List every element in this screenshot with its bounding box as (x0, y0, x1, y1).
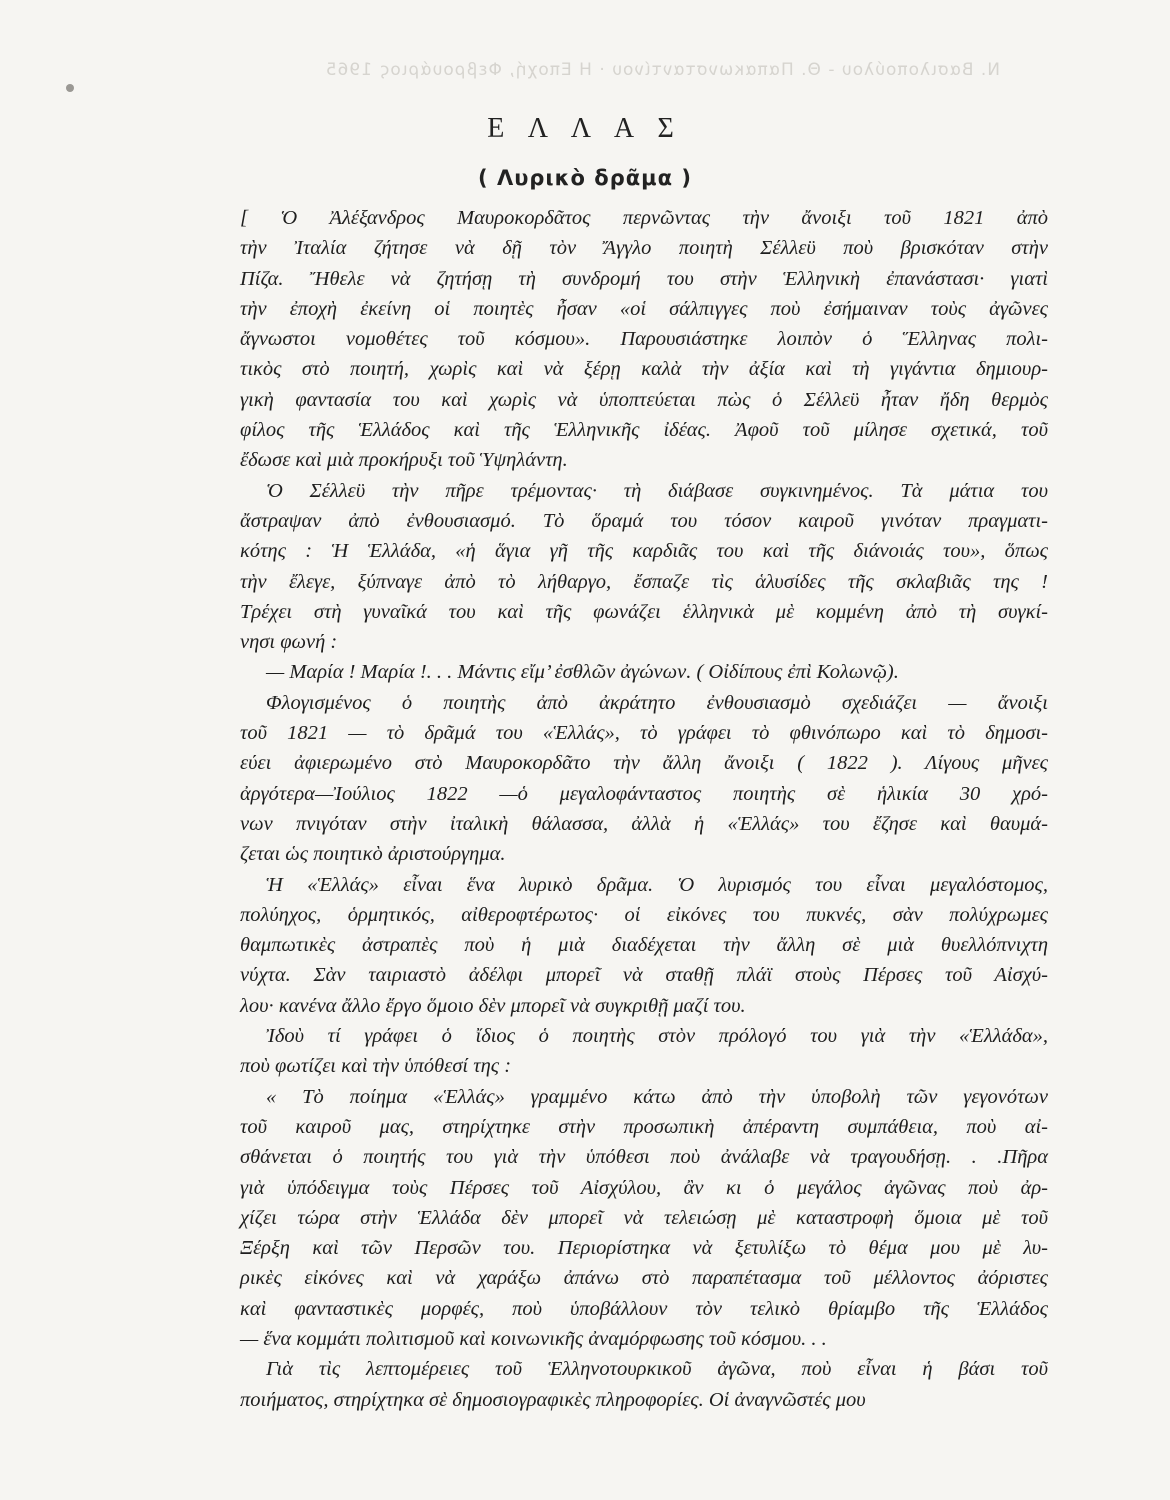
text-line: νων πνιγόταν στὴν ἰταλικὴ θάλασσα, ἀλλὰ ἡ «Ἑλλάς» του ἔζησε καὶ θαυμά- (240, 812, 1048, 835)
body-text (240, 203, 1048, 1415)
text-line: Πίζα. Ἤθελε νὰ ζητήσῃ τὴ συνδρομή του στὴν Ἑλληνικὴ ἐπανάστασι· γιατὶ (240, 267, 1048, 290)
text-line: ρικὲς εἰκόνες καὶ νὰ χαράξω ἀπάνω στὸ παραπέτασμα τοῦ μέλλοντος ἀόριστες (240, 1267, 1048, 1290)
text-line: Φλογισμένος ὁ ποιητὴς ἀπὸ ἀκράτητο ἐνθουσιασμὸ σχεδιάζει — ἄνοιξι (266, 691, 1048, 714)
text-line: γιὰ ὑπόδειγμα τοὺς Πέρσες τοῦ Αἰσχύλου, ἂν κι ὁ μεγάλος ἀγῶνας ποὺ ἀρ- (240, 1176, 1048, 1199)
text-line: νύχτα. Σὰν ταιριαστὸ ἀδέλφι μπορεῖ νὰ σταθῇ πλάϊ στοὺς Πέρσες τοῦ Αἰσχύ- (240, 964, 1048, 987)
text-line: ἔδωσε καὶ μιὰ προκήρυξι τοῦ Ὑψηλάντη. (240, 449, 568, 472)
text-line: σθάνεται ὁ ποιητής του γιὰ τὴν ὑπόθεσι ποὺ ἀνάλαβε νὰ τραγουδήσῃ. . .Πῆρα (240, 1146, 1048, 1169)
text-line: τοῦ καιροῦ μας, στηρίχτηκε στὴν προσωπικὴ ἀπέραντη συμπάθεια, ποὺ αἰ- (240, 1115, 1048, 1138)
text-line: [ Ὁ Ἀλέξανδρος Μαυροκορδᾶτος περνῶντας τὴν ἄνοιξι τοῦ 1821 ἀπὸ (240, 207, 1048, 229)
text-line: ποὺ φωτίζει καὶ τὴν ὑπόθεσί της : (240, 1055, 512, 1078)
text-line: νησι φωνή : (240, 631, 338, 654)
text-line: τὴν ἔλεγε, ξύπναγε ἀπὸ τὸ λήθαργο, ἔσπαζε τὶς ἁλυσίδες τῆς σκλαβιᾶς της ! (240, 570, 1048, 593)
page-title: Ε Λ Λ Α Σ (487, 113, 683, 144)
text-line: καὶ φανταστικὲς μορφές, ποὺ ὑποβάλλουν τὸν τελικὸ θρίαμβο τῆς Ἑλλάδος (240, 1297, 1048, 1320)
text-line: ἄγνωστοι νομοθέτες τοῦ κόσμου». Παρουσιάστηκε λοιπὸν ὁ Ἕλληνας πολι- (240, 328, 1048, 351)
text-line: τοῦ 1821 — τὸ δρᾶμά του «Ἑλλάς», τὸ γράφει τὸ φθινόπωρο καὶ τὸ δημοσι- (240, 722, 1048, 745)
text-line: Ἰδοὺ τί γράφει ὁ ἴδιος ὁ ποιητὴς στὸν πρόλογό του γιὰ τὴν «Ἑλλάδα», (266, 1025, 1048, 1048)
text-line: εύει ἀφιερωμένο στὸ Μαυροκορδᾶτο τὴν ἄλλη ἄνοιξι ( 1822 ). Λίγους μῆνες (240, 752, 1048, 775)
text-line: Τρέχει στὴ γυναῖκά του καὶ τῆς φωνάζει ἑλληνικὰ μὲ κομμένη ἀπὸ τὴ συγκί- (240, 600, 1048, 623)
text-line: ἄστραψαν ἀπὸ ἐνθουσιασμό. Τὸ ὅραμά του τόσον καιροῦ γινόταν πραγματι- (240, 509, 1048, 532)
text-line: τὴν ἐποχὴ ἐκείνη οἱ ποιητὲς ἦσαν «οἱ σάλπιγγες ποὺ ἐσήμαιναν τοὺς ἀγῶνες (240, 297, 1048, 320)
text-line: Ἡ «Ἑλλάς» εἶναι ἕνα λυρικὸ δρᾶμα. Ὁ λυρισμός του εἶναι μεγαλόστομος, (266, 873, 1048, 896)
text-line: λου· κανένα ἄλλο ἔργο ὅμοιο δὲν μπορεῖ νὰ συγκριθῇ μαζί του. (240, 994, 746, 1017)
text-line: τὴν Ἰταλία ζήτησε νὰ δῇ τὸν Ἄγγλο ποιητὴ Σέλλεϋ ποὺ βρισκόταν στὴν (240, 237, 1048, 260)
page-subtitle: ( Λυρικὸ δρᾶμα ) (478, 166, 692, 190)
text-line: ζεται ὡς ποιητικὸ ἀριστούργημα. (240, 843, 506, 866)
text-line: — ἕνα κομμάτι πολιτισμοῦ καὶ κοινωνικῆς ἀναμόρφωσης τοῦ κόσμου. . . (240, 1327, 827, 1350)
bleed-through-header: Ν. Βασιλοπούλου - Θ. Παπακωνσταντίνου · Η Εποχή, Φεβρουάριος 1965 (324, 60, 1000, 80)
text-line: — Μαρία ! Μαρία !. . . Μάντις εἴμ’ ἐσθλῶν ἀγώνων. ( Οἰδίπους ἐπὶ Κολωνῷ). (266, 661, 899, 684)
ink-speck (66, 84, 74, 92)
text-line: ποιήματος, στηρίχτηκα σὲ δημοσιογραφικὲς πληροφορίες. Οἱ ἀναγνῶστές μου (240, 1388, 866, 1411)
text-line: Ὁ Σέλλεϋ τὴν πῆρε τρέμοντας· τὴ διάβασε συγκινημένος. Τὰ μάτια του (266, 479, 1048, 502)
text-line: « Τὸ ποίημα «Ἑλλάς» γραμμένο κάτω ἀπὸ τὴν ὑποβολὴ τῶν γεγονότων (266, 1085, 1048, 1108)
text-line: φίλος τῆς Ἑλλάδος καὶ τῆς Ἑλληνικῆς ἰδέας. Ἀφοῦ τοῦ μίλησε σχετικά, τοῦ (240, 419, 1048, 442)
text-line: κότης : Ἡ Ἑλλάδα, «ἡ ἅγια γῆ τῆς καρδιᾶς του καὶ τῆς διάνοιάς του», ὅπως (240, 540, 1048, 563)
text-line: τικὸς στὸ ποιητή, χωρὶς καὶ νὰ ξέρῃ καλὰ τὴν ἀξία καὶ τὴ γιγάντια δημιουρ- (240, 358, 1048, 381)
text-line: πολύηχος, ὁρμητικός, αἰθεροφτέρωτος· οἱ εἰκόνες του πυκνές, σὰν πολύχρωμες (240, 903, 1048, 926)
text-line: ἀργότερα—Ἰούλιος 1822 —ὁ μεγαλοφάνταστος ποιητὴς σὲ ἡλικία 30 χρό- (240, 782, 1048, 805)
text-line: Γιὰ τὶς λεπτομέρειες τοῦ Ἑλληνοτουρκικοῦ ἀγῶνα, ποὺ εἶναι ἡ βάσι τοῦ (266, 1358, 1048, 1381)
text-line: γικὴ φαντασία του καὶ χωρὶς νὰ ὑποπτεύεται πὼς ὁ Σέλλεϋ ἦταν ἤδη θερμὸς (240, 388, 1048, 411)
text-line: θαμπωτικὲς ἀστραπὲς ποὺ ἡ μιὰ διαδέχεται τὴν ἄλλη σὲ μιὰ θυελλόπνιχτη (240, 934, 1048, 957)
text-line: Ξέρξη καὶ τῶν Περσῶν του. Περιορίστηκα νὰ ξετυλίξω τὸ θέμα μου μὲ λυ- (240, 1237, 1048, 1260)
text-line: χίζει τώρα στὴν Ἑλλάδα δὲν μπορεῖ νὰ τελειώσῃ μὲ καταστροφὴ ὅμοια μὲ τοῦ (240, 1206, 1048, 1229)
